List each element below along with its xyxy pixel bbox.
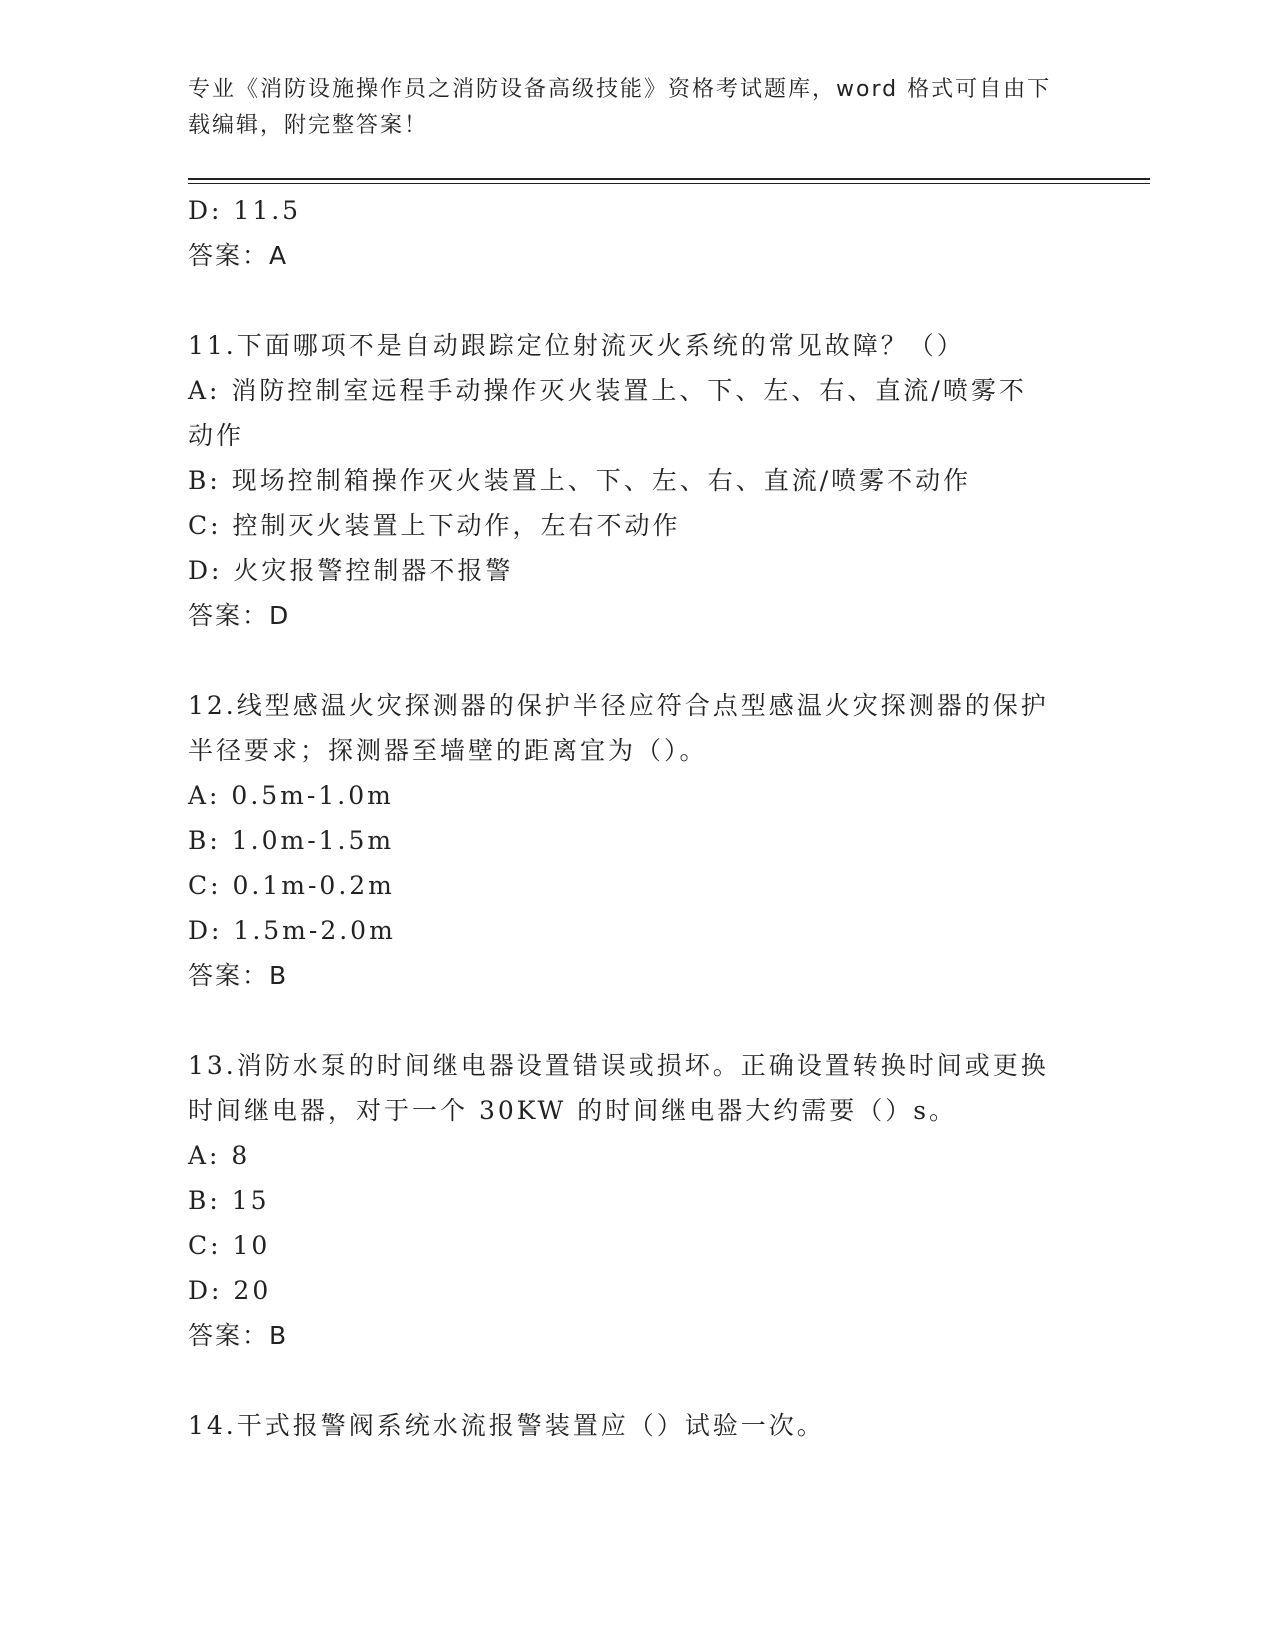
question-stem-continued: 时间继电器，对于一个 30KW 的时间继电器大约需要（）s。 [188,1096,958,1125]
question-stem-continued: 半径要求；探测器至墙壁的距离宜为（）。 [188,736,708,765]
spacer [188,1358,1088,1403]
question-14 [188,1403,1088,1448]
option-a: A: 8 [188,1141,251,1170]
option-d: D: 1.5m-2.0m [188,916,396,945]
spacer [188,278,1088,323]
header-line-1: 专业《消防设施操作员之消防设备高级技能》资格考试题库，word 格式可自由下 [188,77,1052,102]
question-list [188,188,1088,1448]
option-c: C: 0.1m-0.2m [188,871,395,900]
question-stem: 14.干式报警阀系统水流报警装置应（）试验一次。 [188,1411,825,1440]
option-b: B: 1.0m-1.5m [188,826,395,855]
document-header [188,72,1068,144]
header-line-2: 载编辑，附完整答案！ [188,113,429,138]
option-c: C: 10 [188,1231,271,1260]
header-divider-thin [188,183,1150,184]
question-11 [188,323,1088,638]
option-d: D: 20 [188,1276,272,1305]
option-a-continued: 动作 [188,421,245,450]
question-13 [188,1043,1088,1358]
question-stem: 12.线型感温火灾探测器的保护半径应符合点型感温火灾探测器的保护 [188,691,1049,720]
option-b: B: 现场控制箱操作灭火装置上、下、左、右、直流/喷雾不动作 [188,466,972,495]
question-12 [188,683,1088,998]
option-a: A: 0.5m-1.0m [188,781,394,810]
option-d: D: 火灾报警控制器不报警 [188,556,514,585]
previous-question-tail [188,188,1088,278]
answer: 答案：A [188,241,289,270]
answer: 答案：D [188,601,291,630]
option-b: B: 15 [188,1186,270,1215]
question-stem: 13.消防水泵的时间继电器设置错误或损坏。正确设置转换时间或更换 [188,1051,1049,1080]
question-stem: 11.下面哪项不是自动跟踪定位射流灭火系统的常见故障？（） [188,331,965,360]
spacer [188,998,1088,1043]
option-c: C: 控制灭火装置上下动作，左右不动作 [188,511,681,540]
answer: 答案：B [188,1321,289,1350]
answer: 答案：B [188,961,289,990]
header-divider-thick [188,178,1150,180]
spacer [188,638,1088,683]
option-a: A: 消防控制室远程手动操作灭火装置上、下、左、右、直流/喷雾不 [188,376,1027,405]
option-d: D: 11.5 [188,196,302,225]
